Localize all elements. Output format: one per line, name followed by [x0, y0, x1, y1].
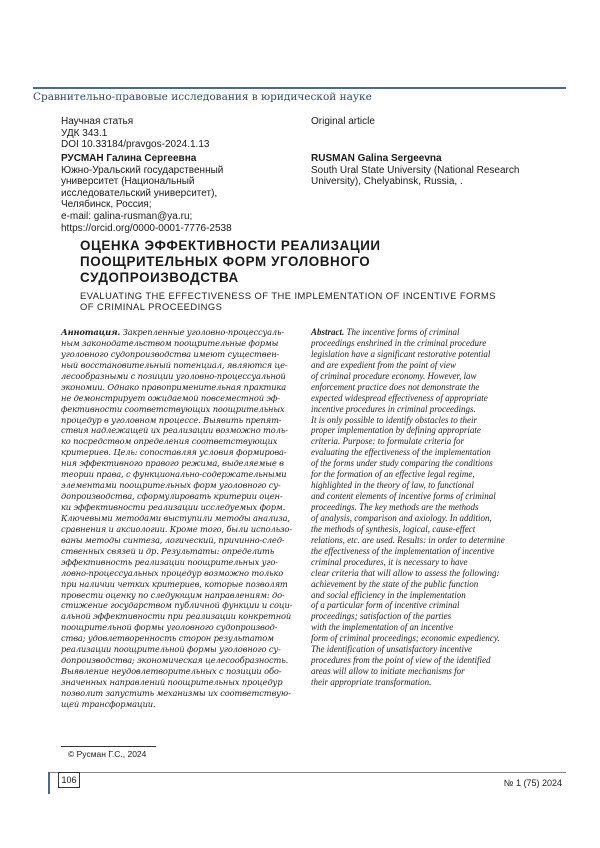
abstract-text: позволит запустить механизмы их соответствую- — [61, 687, 291, 698]
abstract-text: incentive procedures in criminal proceedings. — [311, 403, 476, 414]
abstract-line — [61, 371, 298, 382]
abstract-text: of criminal procedure economy. However, law — [311, 370, 477, 381]
abstract-text: ства; удовлетворенность сторон результатом — [61, 633, 274, 644]
abstract-line — [311, 491, 551, 502]
abstract-line — [311, 546, 551, 557]
abstract-text: Закрепленные уголовно-процессуаль- — [120, 327, 285, 337]
abstract-line — [61, 644, 298, 655]
title-line: OF CRIMINAL PROCEEDINGS — [80, 300, 223, 312]
abstract-text: допроизводства, сформулировать критерии оцен- — [61, 491, 283, 502]
article-type-en: Original article — [311, 116, 375, 127]
abstract-line — [61, 699, 298, 710]
abstract-text: of the forms under study comparing the conditions — [311, 458, 493, 469]
article-title-en — [80, 291, 550, 312]
abstract-text: legislation have a significant restorative potential — [311, 348, 491, 359]
article-meta-ru — [61, 116, 296, 151]
title-line: ПООЩРИТЕЛЬНЫХ ФОРМ УГОЛОВНОГО — [80, 253, 371, 269]
footer-accent-bar — [48, 772, 50, 794]
abstract-line — [311, 447, 551, 458]
article-title-ru — [80, 238, 440, 285]
abstract-ru — [61, 327, 298, 710]
abstract-en — [311, 327, 551, 688]
abstract-line — [311, 611, 551, 622]
abstract-line — [311, 393, 551, 404]
abstract-text: and content elements of incentive forms of criminal — [311, 491, 496, 502]
abstract-text: провести оценку по следующим направлениям: до- — [61, 589, 285, 600]
abstract-text: лесообразными с позиции уголовно-процессуальной — [61, 370, 286, 381]
abstract-text: form of criminal proceedings; economic expediency. — [311, 633, 500, 644]
abstract-line — [61, 404, 298, 415]
abstract-line — [61, 360, 298, 371]
abstract-text: proceedings enshrined in the criminal procedure — [311, 337, 487, 348]
copyright-footnote: © Русман Г.С., 2024 — [68, 749, 147, 759]
author-orcid-link[interactable]: https://orcid.org/0000-0001-7776-2538 — [61, 222, 232, 234]
abstract-line — [61, 666, 298, 677]
abstract-line — [311, 557, 551, 568]
abstract-text: highlighted in the theory of law, to functional — [311, 480, 474, 491]
abstract-text: areas will allow to initiate mechanisms for — [311, 666, 465, 677]
abstract-line — [61, 415, 298, 426]
affiliation-line: университет (Национальный — [61, 176, 195, 188]
abstract-line — [61, 513, 298, 524]
abstract-line — [61, 655, 298, 666]
abstract-text: эффективность реализации поощрительных уго- — [61, 556, 278, 567]
abstract-text: expected widespread effectiveness of appropriate — [311, 392, 488, 403]
abstract-text: уголовного судопроизводства имеют существен- — [61, 348, 280, 359]
abstract-text: and social efficiency in the implementation — [311, 589, 466, 600]
abstract-line — [311, 535, 551, 546]
footer-divider — [48, 772, 566, 773]
abstract-line — [311, 458, 551, 469]
abstract-line — [311, 622, 551, 633]
abstract-line — [311, 568, 551, 579]
abstract-line — [61, 524, 298, 535]
udk-code: УДК 343.1 — [61, 127, 108, 139]
title-line: СУДОПРОИЗВОДСТВА — [80, 269, 239, 285]
title-line: EVALUATING THE EFFECTIVENESS OF THE IMPLEMENTATION OF INCENTIVE FORMS — [80, 290, 496, 301]
abstract-text: Ключевыми методами выступили методы анализа, — [61, 512, 290, 523]
abstract-line — [61, 349, 298, 360]
abstract-text: The incentive forms of criminal — [344, 327, 460, 337]
abstract-text: and are expedient from the point of view — [311, 359, 457, 370]
abstract-line — [61, 611, 298, 622]
abstract-text: their appropriate transformation. — [311, 677, 432, 687]
abstract-line — [61, 480, 298, 491]
abstract-line — [61, 436, 298, 447]
abstract-line — [311, 633, 551, 644]
abstract-text: relations, etc. are used. Results: in order to determine — [311, 534, 505, 545]
abstract-text: фективности соответствующих поощрительных — [61, 403, 285, 414]
abstract-text: of analysis, comparison and axiology. In addition, — [311, 512, 492, 523]
abstract-text: теории права, с функционально-содержательными — [61, 469, 287, 480]
abstract-text: значенных направлений поощрительных процедур — [61, 677, 283, 687]
abstract-line — [311, 502, 551, 513]
abstract-text: ки эффективности реализации исследуемых форм. — [61, 502, 286, 512]
abstract-text: критериев. Цель: сопоставляя условия формирова- — [61, 447, 287, 458]
abstract-text: clear criteria that will allow to assess the following: — [311, 567, 500, 578]
abstract-line — [311, 327, 551, 338]
abstract-line — [61, 677, 298, 688]
abstract-text: proceedings. The key methods are the methods — [311, 502, 479, 512]
page-number: 106 — [58, 772, 80, 788]
abstract-line — [61, 590, 298, 601]
abstract-line — [311, 677, 551, 688]
abstract-line — [61, 622, 298, 633]
abstract-text: of a particular form of incentive criminal — [311, 600, 460, 611]
abstract-text: ный восстановительный потенциал, являются це- — [61, 359, 288, 370]
affiliation-line: исследовательский университет), — [61, 187, 218, 199]
abstract-text: for the formation of an effective legal regime, — [311, 469, 475, 480]
abstract-text: сравнения и аксиологии. Кроме того, были использо- — [61, 523, 292, 534]
abstract-text: the effectiveness of the implementation of incentive — [311, 545, 495, 556]
author-email[interactable]: e-mail: galina-rusman@ya.ru; — [61, 210, 193, 222]
abstract-line — [61, 447, 298, 458]
abstract-line — [311, 425, 551, 436]
abstract-text: альной эффективности при реализации конкретной — [61, 611, 292, 622]
abstract-text: ния эффективного правого режима, выделяемые в — [61, 458, 284, 469]
abstract-line — [61, 502, 298, 513]
abstract-line — [311, 524, 551, 535]
affiliation-line: Южно-Уральский государственный — [61, 164, 224, 176]
abstract-text: при наличии четких критериев, которые позволят — [61, 578, 288, 589]
abstract-text: ваны методы синтеза, логический, причинно-след- — [61, 534, 285, 545]
abstract-line — [311, 404, 551, 415]
abstract-line — [311, 338, 551, 349]
article-meta-en — [311, 116, 561, 128]
abstract-text: щей трансформации. — [61, 698, 156, 709]
affiliation-line: University), Chelyabinsk, Russia, . — [311, 176, 463, 188]
abstract-text: procedures from the point of view of the identified — [311, 655, 491, 666]
abstract-text: элементами поощрительных форм уголовного су- — [61, 480, 281, 491]
abstract-text: не демонстрирует ожидаемой повсеместной эф- — [61, 392, 280, 403]
abstract-text: ствия надлежащей их реализации возможно толь- — [61, 425, 288, 436]
abstract-text: proper implementation by defining appropriate — [311, 425, 481, 436]
abstract-text: Выявление неудовлетворительных с позиции обо- — [61, 666, 282, 677]
author-name-en: RUSMAN Galina Sergeevna — [311, 153, 442, 164]
footnote-divider — [61, 746, 156, 747]
abstract-line — [61, 491, 298, 502]
author-block-en — [311, 153, 566, 188]
abstract-text: экономии. Однако правоприменительная практика — [61, 381, 287, 392]
abstract-line — [61, 688, 298, 699]
author-block-ru — [61, 153, 301, 234]
abstract-line — [61, 458, 298, 469]
abstract-text: enforcement practice does not demonstrate the — [311, 381, 480, 392]
abstract-line — [311, 436, 551, 447]
title-line: ОЦЕНКА ЭФФЕКТИВНОСТИ РЕАЛИЗАЦИИ — [80, 238, 381, 253]
abstract-line — [311, 480, 551, 491]
abstract-line — [61, 546, 298, 557]
abstract-text: criteria. Purpose: to formulate criteria for — [311, 436, 464, 447]
abstract-line — [311, 513, 551, 524]
abstract-text: proceedings; satisfaction of the parties — [311, 611, 452, 622]
abstract-text: with the implementation of an incentive — [311, 622, 454, 633]
abstract-line — [61, 393, 298, 404]
abstract-text: ловно-процессуальных процедур возможно только — [61, 567, 284, 578]
abstract-text: реализации поощрительной формы уголовного су- — [61, 644, 281, 655]
abstract-text: стижение государством публичной функции и соци- — [61, 600, 293, 611]
abstract-line — [61, 568, 298, 579]
abstract-line — [61, 425, 298, 436]
abstract-text: the methods of synthesis, logical, cause-effect — [311, 523, 476, 534]
abstract-line — [311, 590, 551, 601]
abstract-line — [61, 382, 298, 393]
abstract-line — [311, 644, 551, 655]
abstract-line — [311, 360, 551, 371]
doi: DOI 10.33184/pravgos-2024.1.13 — [61, 139, 210, 151]
abstract-text: criminal procedures, it is necessary to have — [311, 556, 468, 567]
abstract-text: evaluating the effectiveness of the implementation — [311, 447, 491, 458]
abstract-line — [61, 579, 298, 590]
abstract-line — [311, 666, 551, 677]
author-name-ru: РУСМАН Галина Сергеевна — [61, 153, 197, 164]
abstract-line — [61, 633, 298, 644]
abstract-text: допроизводства; экономическая целесообразность. — [61, 655, 289, 666]
abstract-label: Аннотация. — [61, 327, 121, 337]
abstract-text: achievement by the state of the public function — [311, 578, 479, 589]
abstract-line — [61, 600, 298, 611]
abstract-line — [311, 579, 551, 590]
abstract-line — [61, 469, 298, 480]
affiliation-line: South Ural State University (National Research — [311, 164, 520, 176]
abstract-line — [311, 349, 551, 360]
abstract-line — [311, 415, 551, 426]
abstract-text: ко посредством определения соответствующих — [61, 436, 278, 447]
abstract-label: Abstract. — [311, 327, 345, 337]
abstract-text: ственных связей и др. Результаты: определить — [61, 545, 275, 556]
affiliation-line: Челябинск, Россия; — [61, 199, 152, 211]
abstract-line — [61, 535, 298, 546]
abstract-text: поощрительной формы уголовного судопроизвод- — [61, 622, 278, 633]
abstract-line — [61, 557, 298, 568]
abstract-line — [311, 371, 551, 382]
abstract-line — [311, 600, 551, 611]
abstract-text: It is only possible to identify obstacles to their — [311, 414, 477, 425]
issue-number: № 1 (75) 2024 — [503, 778, 562, 788]
abstract-text: процедур в уголовном процессе. Выявить препят- — [61, 414, 282, 425]
abstract-text: ным законодательством поощрительные формы — [61, 337, 279, 348]
running-title: Сравнительно-правовые исследования в юридической науке — [33, 87, 566, 103]
abstract-text: The identification of unsatisfactory incentive — [311, 644, 472, 655]
abstract-line — [61, 338, 298, 349]
abstract-line — [311, 469, 551, 480]
abstract-line — [61, 327, 298, 338]
article-type-ru: Научная статья — [61, 116, 134, 127]
abstract-line — [311, 655, 551, 666]
abstract-line — [311, 382, 551, 393]
